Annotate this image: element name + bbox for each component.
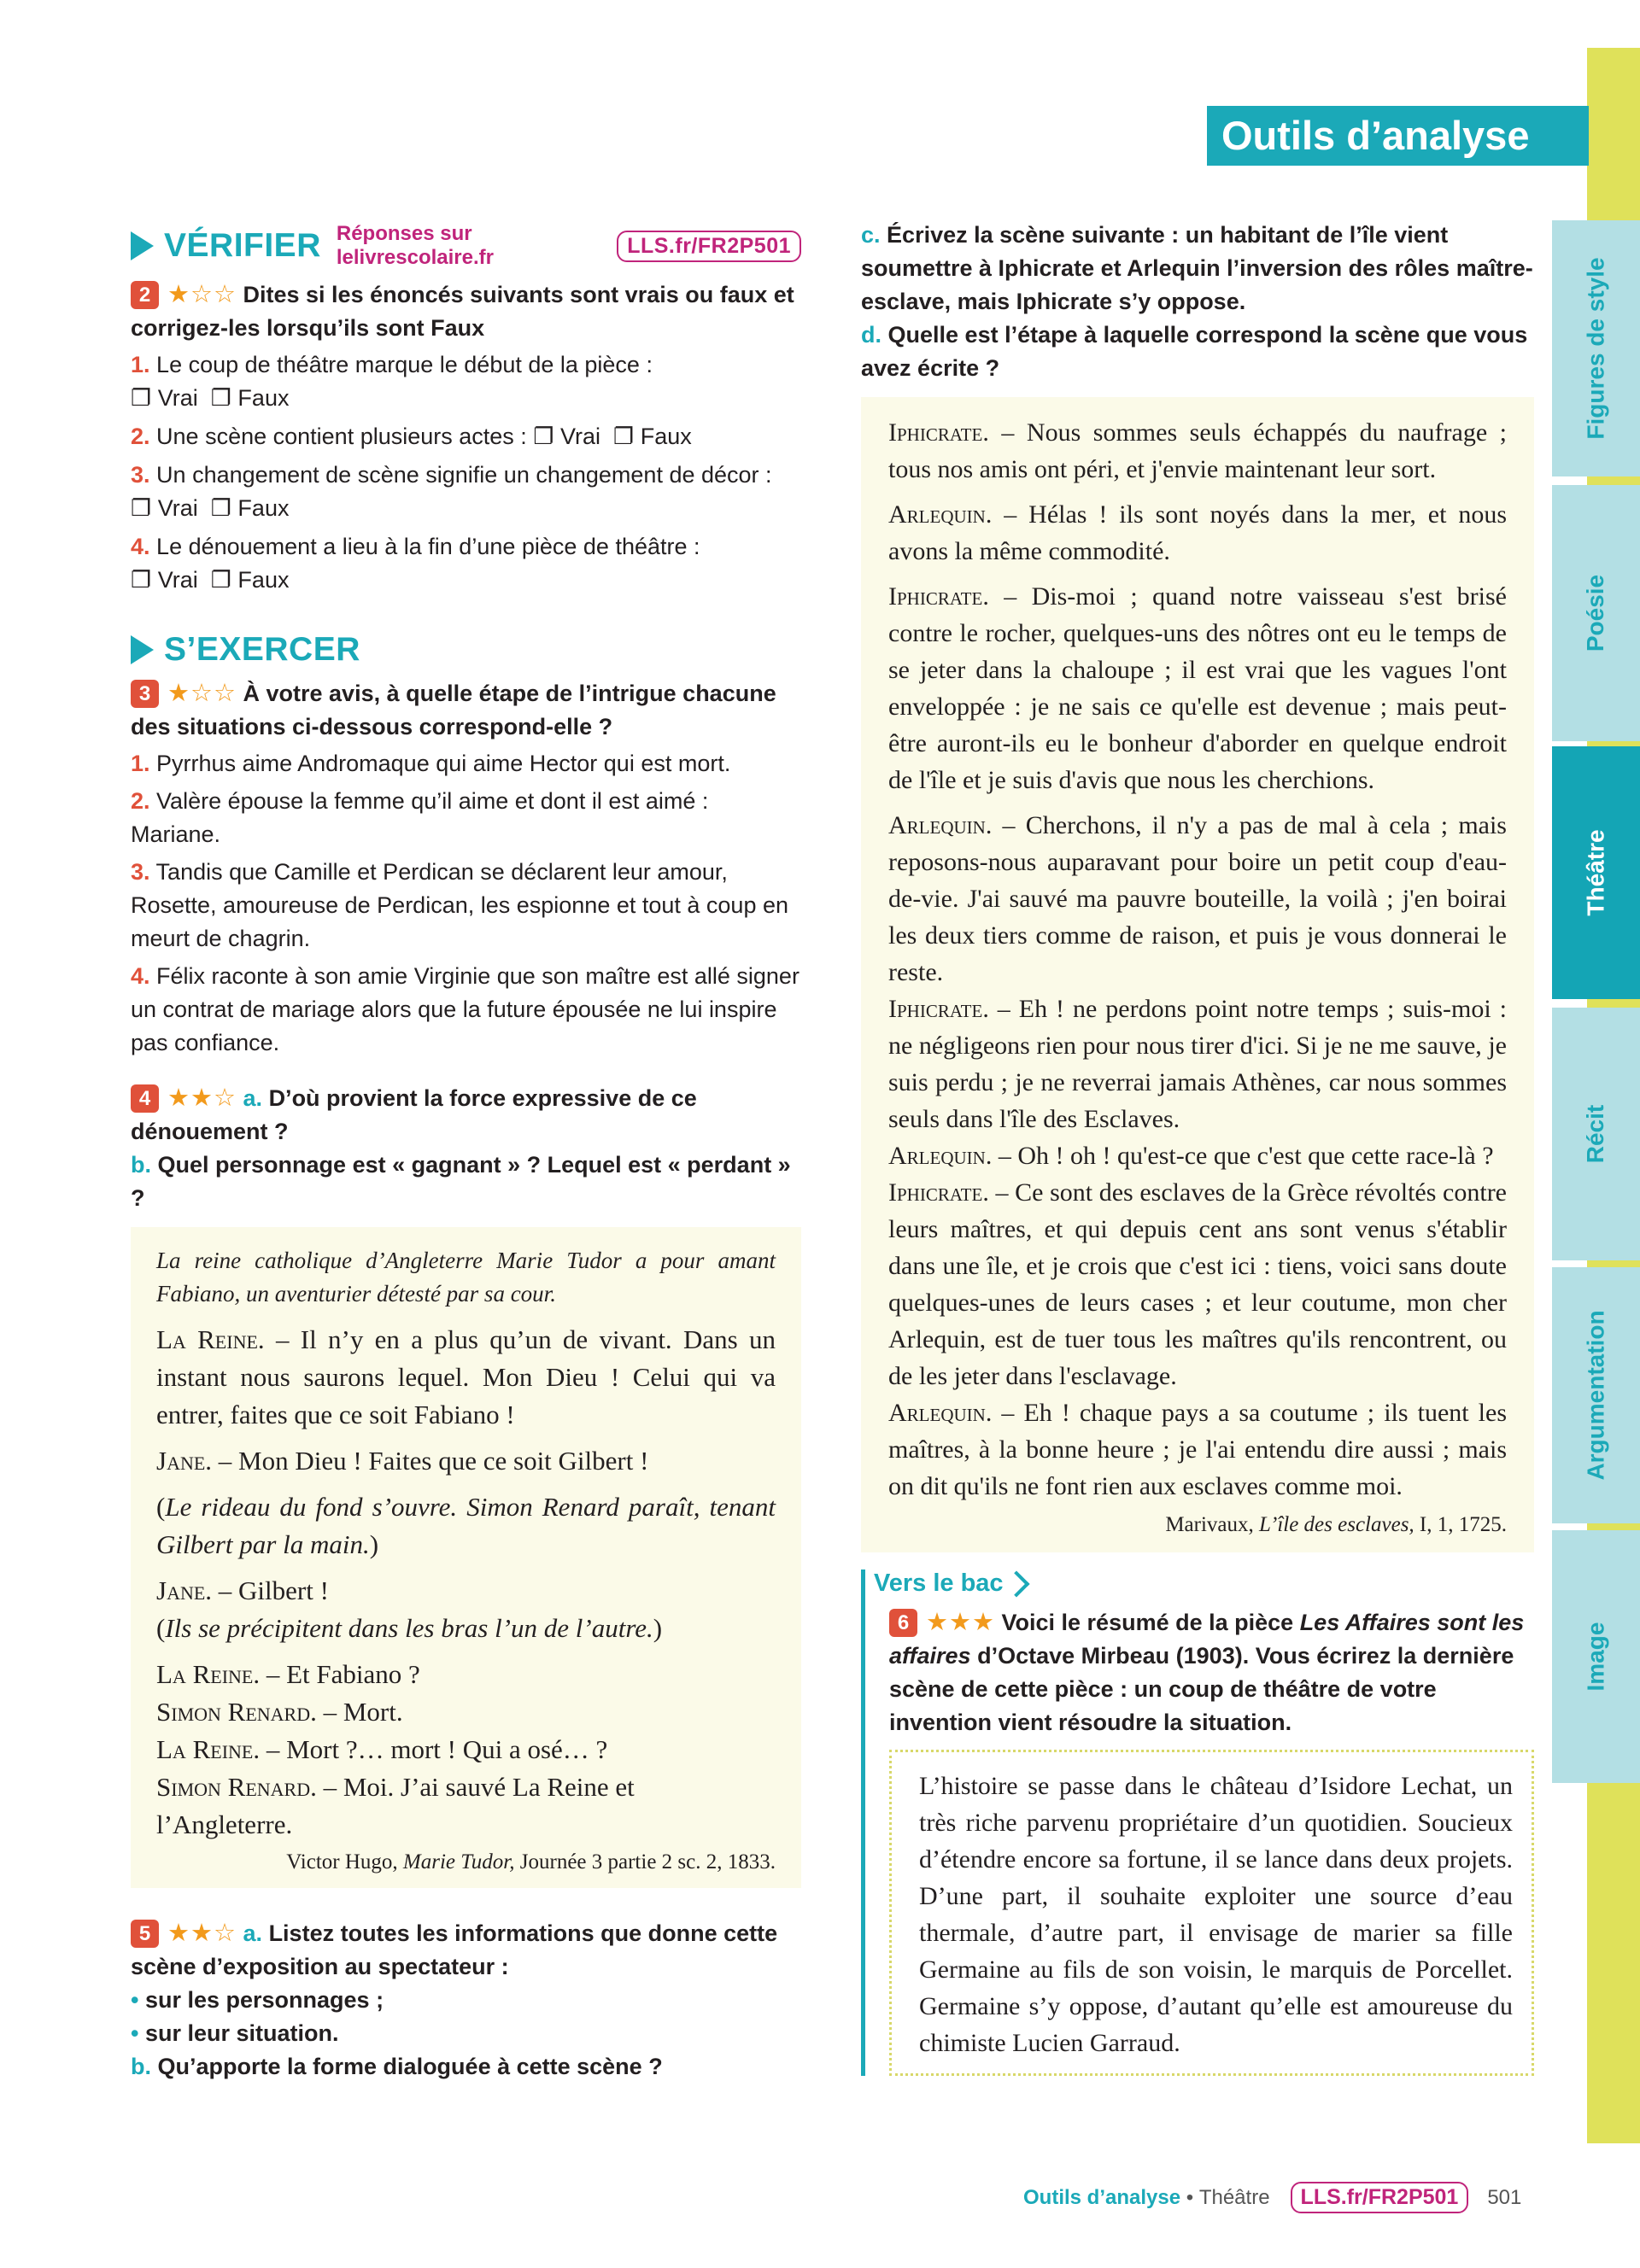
bullet-item: sur les personnages ;	[144, 1987, 384, 2013]
checkbox-choices[interactable]: ❐ Vrai ❐ Faux	[131, 385, 290, 411]
lls-link[interactable]: LLS.fr/FR2P501	[617, 231, 801, 262]
dialogue-line: Arlequin. – Hélas ! ils sont noyés dans la mer, et nous avons la même commodité.	[888, 500, 1507, 565]
footer-section: Outils d’analyse	[1023, 2185, 1181, 2209]
list-item: 2. Valère épouse la femme qu’il aime et dont il est aimé : Mariane.	[131, 788, 709, 847]
dialogue-line: Iphicrate. – Ce sont des esclaves de la Grèce révoltés contre leurs maîtres, et qui depuis cent ans sont venus s'établir dans une île, et je crois que c'est ici : tiens, voici sans doute quelques-unes de leurs cases ; et leur coutume, mon cher Arlequin, est de tuer tous les maîtres qu'ils rencontrent, ou de les jeter dans l'esclavage.	[888, 1178, 1507, 1390]
dialogue-line: Iphicrate. – Eh ! ne perdons point notre temps ; suis-moi : ne négligeons rien pour nous tirer d'ici. Si je ne me sauve, je suis perdu ; je ne reverrai jamais Athènes, car nous sommes seuls dans l'île des Esclaves.	[888, 995, 1507, 1133]
list-item: 2. Une scène contient plusieurs actes : ❐ Vrai ❐ Faux	[131, 424, 692, 449]
exercise-number: 3	[131, 680, 159, 708]
tab-poesie[interactable]: Poésie	[1552, 485, 1640, 741]
tab-argumentation[interactable]: Argumentation	[1552, 1267, 1640, 1523]
vers-le-bac-label: Vers le bac	[861, 1569, 1534, 1598]
triangle-icon	[131, 635, 154, 664]
bullet-item: sur leur situation.	[144, 2020, 339, 2046]
answers-text: Réponses sur lelivrescolaire.fr	[336, 222, 494, 269]
list-item: 3. Tandis que Camille et Perdican se déclarent leur amour, Rosette, amoureuse de Perdican, les espionne et tout à coup en meurt de chagrin.	[131, 859, 789, 951]
triangle-icon	[131, 231, 154, 260]
checkbox-choices[interactable]: ❐ Vrai ❐ Faux	[131, 567, 290, 593]
dialogue-line: Arlequin. – Cherchons, il n'y a pas de mal à cela ; mais reposons-nous auparavant pour boire un petit coup d'eau-de-vie. J'ai sauvé ma pauvre bouteille, la voilà ; j'en boirai les deux tiers comme de raison, et puis je vous donnerai le reste.	[888, 811, 1507, 986]
star-rating-icon: ★★☆	[167, 1084, 237, 1112]
tab-image[interactable]: Image	[1552, 1530, 1640, 1783]
exercise-prompt: À votre avis, à quelle étape de l’intrigue chacune des situations ci-dessous correspond-elle ?	[131, 681, 776, 739]
footer-chapter: Théâtre	[1198, 2185, 1270, 2209]
star-rating-icon: ★☆☆	[167, 680, 237, 707]
tab-recit[interactable]: Récit	[1552, 1008, 1640, 1260]
list-item: 4. Félix raconte à son amie Virginie que son maître est allé signer un contrat de mariage alors que la future épousée ne lui inspire pas confiance.	[131, 963, 800, 1055]
left-column	[131, 222, 801, 2084]
excerpt-intro: La reine catholique d’Angleterre Marie Tudor a pour amant Fabiano, un aventurier détesté par sa cour.	[156, 1248, 776, 1306]
exercise-number: 5	[131, 1920, 159, 1948]
page-footer: Outils d’analyse • Théâtre LLS.fr/FR2P501 501	[1023, 2182, 1521, 2213]
dialogue-line: La Reine. – Mort ?… mort ! Qui a osé… ?	[156, 1734, 608, 1764]
marivaux-excerpt	[861, 397, 1534, 1552]
dialogue-line: Jane. – Mon Dieu ! Faites que ce soit Gilbert !	[156, 1446, 649, 1476]
dialogue-line: La Reine. – Il n’y en a plus qu’un de vivant. Dans un instant nous saurons lequel. Mon Dieu ! Celui qui va entrer, faites que ce soit Fabiano !	[156, 1324, 776, 1429]
dialogue-line: Simon Renard. – Mort.	[156, 1697, 403, 1727]
source-citation: Marivaux, L’île des esclaves, I, 1, 1725.	[1165, 1513, 1507, 1536]
list-item: 3. Un changement de scène signifie un changement de décor : ❐ Vrai ❐ Faux	[131, 462, 772, 521]
exercise-6: 6 ★★★ Voici le résumé de la pièce Les Affaires sont les affaires d’Octave Mirbeau (1903). Vous écrirez la dernière scène de cette pièce : un coup de théâtre de votre invention vient résoudre la situation.	[889, 1609, 1525, 1735]
footer-lls-link[interactable]: LLS.fr/FR2P501	[1291, 2182, 1469, 2213]
resume-box: L’histoire se passe dans le château d’Isidore Lechat, un très riche parvenu propriétaire d’un quotidien. Soucieux d’étendre encore sa fortune, il se lance dans deux projets. D’une part, il souhaite exploiter une source d’eau thermale, d’autre part, il envisage de marier sa fille Germaine au fils de son voisin, le marquis de Porcellet. Germaine s’y oppose, d’autant qu’elle est amoureuse du chimiste Lucien Garraud.	[889, 1750, 1534, 2076]
exercise-number: 4	[131, 1084, 159, 1113]
tab-figures-de-style[interactable]: Figures de style	[1552, 220, 1640, 476]
exercise-5: 5 ★★☆ a. Listez toutes les informations que donne cette scène d’exposition au spectateur : • sur les personnages ; • sur leur situation. b. Qu’apporte la forme dialoguée à cette scène ?	[131, 1920, 778, 2079]
tab-theatre[interactable]: Théâtre	[1552, 746, 1640, 999]
exercise-number: 6	[889, 1609, 917, 1637]
exercise-prompt: Dites si les énoncés suivants sont vrais ou faux et corrigez-les lorsqu’ils sont Faux	[131, 282, 794, 341]
source-citation: Victor Hugo, Marie Tudor, Journée 3 partie 2 sc. 2, 1833.	[286, 1850, 776, 1873]
question-c-d: c. Écrivez la scène suivante : un habitant de l’île vient soumettre à Iphicrate et Arlequin l’inversion des rôles maître-esclave, mais Iphicrate s’y oppose. d. Quelle est l’étape à laquelle correspond la scène que vous avez écrite ?	[861, 222, 1533, 381]
stage-direction: (Le rideau du fond s’ouvre. Simon Renard paraît, tenant Gilbert par la main.)	[156, 1492, 776, 1559]
star-rating-icon: ★★★	[926, 1609, 995, 1636]
list-item: 4. Le dénouement a lieu à la fin d’une pièce de théâtre : ❐ Vrai ❐ Faux	[131, 534, 700, 593]
bac-section	[861, 1598, 1534, 2076]
dialogue-line: Arlequin. – Eh ! chaque pays a sa coutume ; ils tuent les maîtres, à la bonne heure ; je l'ai entendu dire aussi ; mais on dit qu'ils ne font rien aux esclaves comme moi.	[888, 1399, 1507, 1500]
exercer-heading: S’EXERCER	[131, 631, 801, 669]
verifier-heading: VÉRIFIER Réponses sur lelivrescolaire.fr LLS.fr/FR2P501	[131, 222, 801, 270]
list-item: 1. Pyrrhus aime Andromaque qui aime Hector qui est mort.	[131, 751, 731, 776]
checkbox-choices[interactable]: ❐ Vrai ❐ Faux	[131, 495, 290, 521]
exercise-3	[131, 677, 801, 744]
dialogue-line: Jane. – Gilbert ! (Ils se précipitent dans les bras l’un de l’autre.)	[156, 1575, 663, 1643]
list-item: 1. Le coup de théâtre marque le début de la pièce : ❐ Vrai ❐ Faux	[131, 352, 653, 411]
dialogue-line: Arlequin. – Oh ! oh ! qu'est-ce que c'est que cette race-là ?	[888, 1142, 1494, 1170]
dialogue-line: Iphicrate. – Dis-moi ; quand notre vaisseau s'est brisé contre le rocher, quelques-uns des nôtres ont eu le temps de se jeter dans la chaloupe ; il est vrai que les vagues l'ont enveloppée : je ne sais ce qu'elle est devenue ; mais peut-être auront-ils eu le bonheur d'aborder en quelque endroit de l'île et je suis d'avis que nous les cherchions.	[888, 582, 1507, 794]
exercise-number: 2	[131, 281, 159, 309]
star-rating-icon: ★★☆	[167, 1920, 237, 1947]
dialogue-line: La Reine. – Et Fabiano ?	[156, 1659, 420, 1689]
chevron-right-icon	[1003, 1570, 1029, 1597]
right-column	[861, 219, 1534, 2076]
star-rating-icon: ★☆☆	[167, 281, 237, 308]
exercise-2	[131, 278, 801, 345]
exercise-4: 4 ★★☆ a. D’où provient la force expressive de ce dénouement ? b. Quel personnage est « gagnant » ? Lequel est « perdant » ?	[131, 1084, 791, 1211]
page-banner: Outils d’analyse	[1207, 106, 1589, 166]
hugo-excerpt	[131, 1227, 801, 1888]
checkbox-choices[interactable]: ❐ Vrai ❐ Faux	[533, 424, 692, 449]
page-number: 501	[1487, 2185, 1522, 2209]
dialogue-line: Simon Renard. – Moi. J’ai sauvé La Reine et l’Angleterre.	[156, 1772, 635, 1839]
dialogue-line: Iphicrate. – Nous sommes seuls échappés du naufrage ; tous nos amis ont péri, et j'envie maintenant leur sort.	[888, 418, 1507, 483]
